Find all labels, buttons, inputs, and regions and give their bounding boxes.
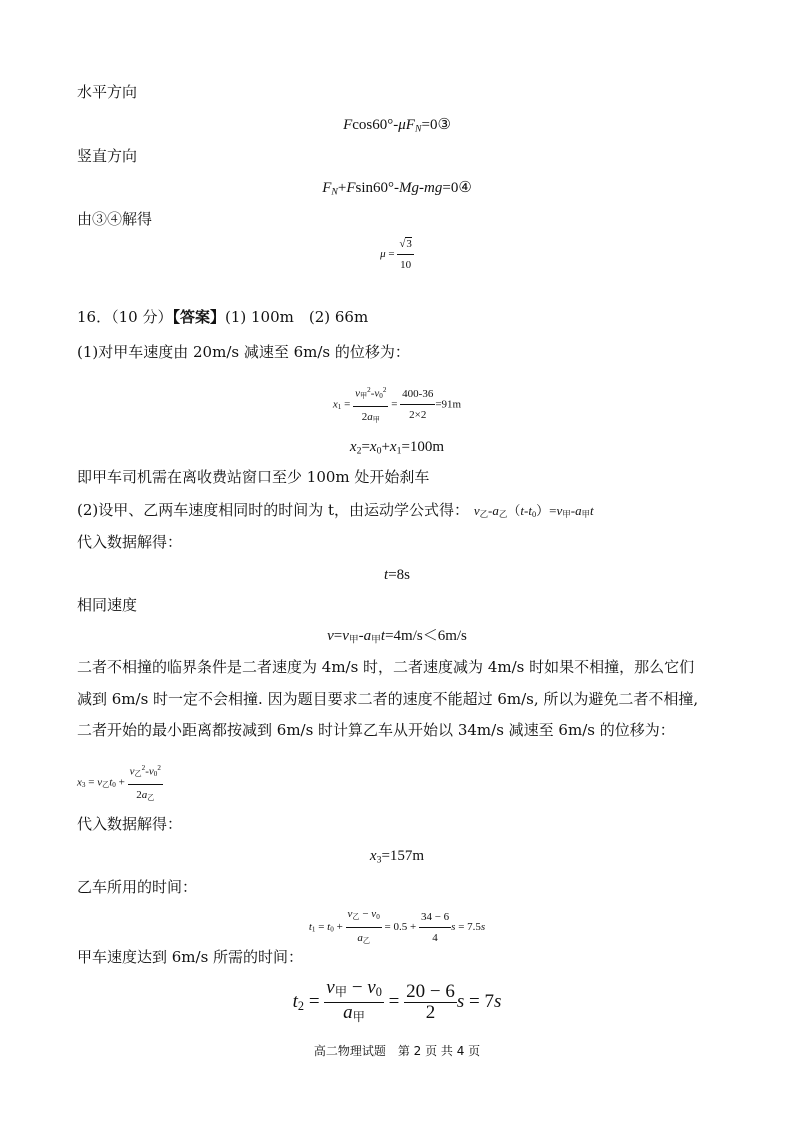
equation-t2: $t_2$ = $\frac{v_甲 - v_0}{a_甲}$ = $\frac{20 - 6}{2}$ s = 7s (292, 977, 502, 1025)
equation-x2: $x_2=x_0+x_1=100m$ (349, 439, 445, 457)
equation-x3-result: $x_3=157m$ (369, 848, 425, 866)
horizontal-label: 水平方向 (77, 83, 138, 101)
part1-conclusion: 即甲车司机需在离收费站窗口至少 100m 处开始刹车 (77, 468, 430, 486)
question-16-header: 16．（10 分）【答案】(1) 100m (2) 66m (77, 308, 369, 326)
equation-t: t=8s (384, 567, 410, 583)
equation-t1: $t_1 = t_0$ + $\frac{v_乙 - v_0}{a_乙}$ = 0.5 + $\frac{34 - 6}{4}$ s = 7.5s (0, 904, 794, 951)
page-footer: 高二物理试题 第 2 页 共 4 页 (313, 1044, 481, 1058)
equation-3: $Fcos60^\circ-\mu F_N=0③$ (343, 117, 451, 135)
same-speed-label: 相同速度 (77, 596, 138, 614)
part1-intro: (1)对甲车速度由 20m/s 减速至 6m/s 的位移为： (77, 343, 410, 361)
equation-x1: $x_1$ = $\frac{v_甲^2-v_0^2}{2a_甲}$ = $\frac{400-36}{2\times 2}$ =91m (0, 380, 794, 430)
car-b-time-label: 乙车所用的时间： (77, 878, 198, 896)
substitute-label-2: 代入数据解得： (77, 815, 183, 833)
vertical-label: 竖直方向 (77, 147, 138, 165)
substitute-label-1: 代入数据解得： (77, 533, 183, 551)
equation-v: $v=v_甲-a_甲t=4m/s<6m/s$ (327, 628, 467, 646)
part2-intro: (2)设甲、乙两车速度相同时的时间为 t，由运动学公式得： $v_乙-a_乙(t-t_0)=v_甲-a_甲t$ (77, 501, 594, 520)
mu-result: μ = $\frac{√3}{10}$ (0, 234, 794, 275)
explanation-line-3: 二者开始的最小距离都按减到 6m/s 时计算乙车从开始以 34m/s 减速至 6m/s 的位移为： (77, 721, 675, 739)
equation-4: $F_N+Fsin60^\circ-Mg-mg=0④$ (322, 180, 472, 198)
explanation-line-2: 减到 6m/s 时一定不会相撞. 因为题目要求二者的速度不能超过 6m/s, 所以为避免二者不相撞, (77, 690, 699, 708)
explanation-line-1: 二者不相撞的临界条件是二者速度为 4m/s 时，二者速度减为 4m/s 时如果不相撞，那么它们 (77, 658, 695, 676)
equation-x3-formula: $x_3 = v_乙t_0$ + $\frac{v_乙^2-v_0^2}{2a_乙}$ (77, 758, 163, 808)
car-a-time-label: 甲车速度达到 6m/s 所需的时间： (77, 948, 304, 966)
solve-label: 由③④解得 (77, 210, 153, 228)
